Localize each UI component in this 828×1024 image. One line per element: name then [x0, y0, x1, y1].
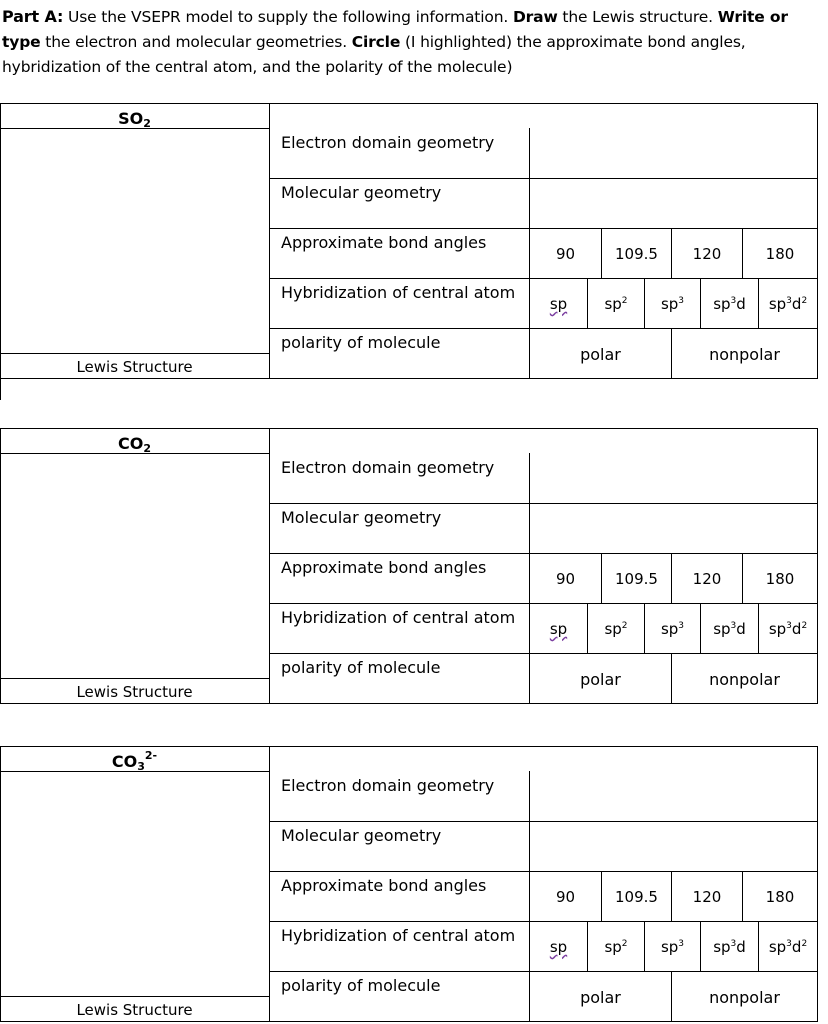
sp3d-superscript: 3: [730, 296, 737, 306]
sp3d2-superscript-2: 2: [801, 621, 808, 631]
formula-subscript: 2: [143, 117, 151, 130]
sp3d-base: sp: [713, 620, 731, 638]
bond-angle-option-90[interactable]: 90: [555, 888, 576, 906]
sp3d2-base: sp: [768, 295, 787, 313]
polarity-option-polar[interactable]: polar: [580, 670, 621, 689]
bond-angle-option-120[interactable]: 120: [692, 245, 722, 263]
hybridization-option-sp3d[interactable]: [701, 620, 758, 638]
hybridization-option-sp[interactable]: [530, 295, 587, 313]
hybridization-option-sp[interactable]: [530, 620, 587, 638]
part-label: Part A:: [2, 7, 64, 26]
molecule-block-2: [0, 428, 818, 701]
lewis-structure-label: Lewis Structure: [76, 358, 193, 376]
molecule-block-3: [0, 746, 818, 1019]
sp3d2-superscript-2: 2: [801, 939, 808, 949]
polarity-option-nonpolar[interactable]: nonpolar: [709, 345, 780, 364]
hybridization-option-sp3d[interactable]: [701, 295, 758, 313]
sp2-base: sp: [604, 295, 622, 313]
sp2-superscript: 2: [621, 939, 628, 949]
bond-angle-option-120[interactable]: 120: [692, 888, 722, 906]
sp3d-tail: d: [736, 938, 746, 956]
hybridization-option-sp3d2[interactable]: [759, 295, 817, 313]
sp3-superscript: 3: [678, 621, 685, 631]
sp-label: sp: [549, 620, 568, 638]
hybridization-option-sp3[interactable]: [645, 620, 700, 638]
bond-angles-label: Approximate bond angles: [281, 876, 487, 895]
sp3d2-tail: d: [791, 620, 802, 638]
polarity-option-polar[interactable]: polar: [580, 345, 621, 364]
instructions-text-1: Use the VSEPR model to supply the following information.: [63, 8, 513, 26]
molecule-block-1: [0, 103, 818, 376]
bond-angle-option-109-5[interactable]: 109.5: [615, 570, 658, 588]
molecular-geometry-answer[interactable]: [530, 179, 817, 228]
formula-subscript: 3: [137, 760, 145, 773]
molecular-geometry-answer[interactable]: [530, 822, 817, 871]
molecular-geometry-label: Molecular geometry: [281, 826, 442, 845]
hybridization-option-sp3d2[interactable]: [759, 938, 817, 956]
molecular-geometry-label: Molecular geometry: [281, 183, 442, 202]
lewis-structure-label: Lewis Structure: [76, 683, 193, 701]
polarity-option-nonpolar[interactable]: nonpolar: [709, 988, 780, 1007]
hybridization-option-sp3[interactable]: [645, 938, 700, 956]
sp3d2-base: sp: [768, 938, 787, 956]
hybridization-label: Hybridization of central atom: [281, 608, 516, 627]
hybridization-option-sp3d[interactable]: [701, 938, 758, 956]
hybridization-label: Hybridization of central atom: [281, 283, 516, 302]
molecular-geometry-label: Molecular geometry: [281, 508, 442, 527]
sp3d-superscript: 3: [730, 621, 737, 631]
polarity-option-polar[interactable]: polar: [580, 988, 621, 1007]
sp3d-superscript: 3: [730, 939, 737, 949]
electron-domain-answer[interactable]: [530, 454, 817, 503]
sp3-superscript: 3: [678, 296, 685, 306]
lewis-structure-area[interactable]: [1, 454, 269, 678]
polarity-label: polarity of molecule: [281, 658, 441, 677]
bond-angle-option-109-5[interactable]: 109.5: [615, 888, 658, 906]
molecular-geometry-answer[interactable]: [530, 504, 817, 553]
bond-angle-option-180[interactable]: 180: [765, 245, 795, 263]
bond-angle-option-120[interactable]: 120: [692, 570, 722, 588]
left-border-stub: [0, 379, 1, 400]
sp3-base: sp: [660, 295, 679, 313]
formula-charge: 2-: [144, 749, 158, 762]
sp3-superscript: 3: [678, 939, 685, 949]
bond-angles-label: Approximate bond angles: [281, 558, 487, 577]
sp3d2-tail: d: [791, 938, 802, 956]
molecule-formula: [0, 749, 269, 773]
bond-angle-option-90[interactable]: 90: [555, 245, 576, 263]
draw-emphasis: Draw: [512, 8, 558, 26]
sp3d2-superscript-2: 2: [801, 296, 808, 306]
hybridization-option-sp3d2[interactable]: [759, 620, 817, 638]
sp3d-tail: d: [736, 620, 746, 638]
sp2-base: sp: [604, 938, 622, 956]
hybridization-label: Hybridization of central atom: [281, 926, 516, 945]
hybridization-option-sp2[interactable]: [588, 620, 644, 638]
electron-domain-answer[interactable]: [530, 129, 817, 178]
formula-base: CO: [111, 752, 138, 771]
formula-base: SO: [118, 109, 144, 128]
instructions-text-3: the electron and molecular geometries.: [40, 33, 352, 51]
electron-domain-answer[interactable]: [530, 772, 817, 821]
sp3d2-superscript: 3: [786, 621, 792, 631]
hybridization-option-sp2[interactable]: [588, 295, 644, 313]
lewis-structure-label: Lewis Structure: [76, 1001, 193, 1019]
hybridization-option-sp3[interactable]: [645, 295, 700, 313]
polarity-label: polarity of molecule: [281, 976, 441, 995]
polarity-option-nonpolar[interactable]: nonpolar: [709, 670, 780, 689]
write-or-type-emphasis: Write or type: [2, 8, 788, 51]
electron-domain-label: Electron domain geometry: [281, 776, 495, 795]
instructions-text-2: the Lewis structure.: [557, 8, 718, 26]
instructions-text-4: (I highlighted) the approximate bond angles, hybridization of the central atom, and the polarity of the molecule): [2, 33, 746, 76]
polarity-label: polarity of molecule: [281, 333, 441, 352]
hybridization-option-sp2[interactable]: [588, 938, 644, 956]
sp3d2-tail: d: [791, 295, 802, 313]
circle-emphasis: Circle: [351, 33, 401, 51]
sp-label: sp: [549, 295, 568, 313]
sp3d2-base: sp: [768, 620, 787, 638]
sp2-superscript: 2: [621, 621, 628, 631]
molecule-formula: [0, 106, 269, 130]
formula-subscript: 2: [143, 442, 151, 455]
sp3d-base: sp: [713, 295, 731, 313]
sp2-base: sp: [604, 620, 622, 638]
formula-base: CO: [118, 434, 144, 453]
sp3d2-superscript: 3: [786, 296, 792, 306]
electron-domain-label: Electron domain geometry: [281, 133, 495, 152]
electron-domain-label: Electron domain geometry: [281, 458, 495, 477]
bond-angle-option-109-5[interactable]: 109.5: [615, 245, 658, 263]
sp3d-base: sp: [713, 938, 731, 956]
bond-angle-option-90[interactable]: 90: [555, 570, 576, 588]
sp2-superscript: 2: [621, 296, 628, 306]
sp3d-tail: d: [736, 295, 746, 313]
bond-angle-option-180[interactable]: 180: [765, 570, 795, 588]
sp3-base: sp: [660, 938, 679, 956]
sp3d2-superscript: 3: [786, 939, 792, 949]
bond-angles-label: Approximate bond angles: [281, 233, 487, 252]
hybridization-option-sp[interactable]: [530, 938, 587, 956]
sp3-base: sp: [660, 620, 679, 638]
lewis-structure-area[interactable]: [1, 772, 269, 996]
lewis-structure-area[interactable]: [1, 129, 269, 353]
bond-angle-option-180[interactable]: 180: [765, 888, 795, 906]
sp-label: sp: [549, 938, 568, 956]
molecule-formula: [0, 431, 269, 455]
instructions: [2, 4, 828, 80]
